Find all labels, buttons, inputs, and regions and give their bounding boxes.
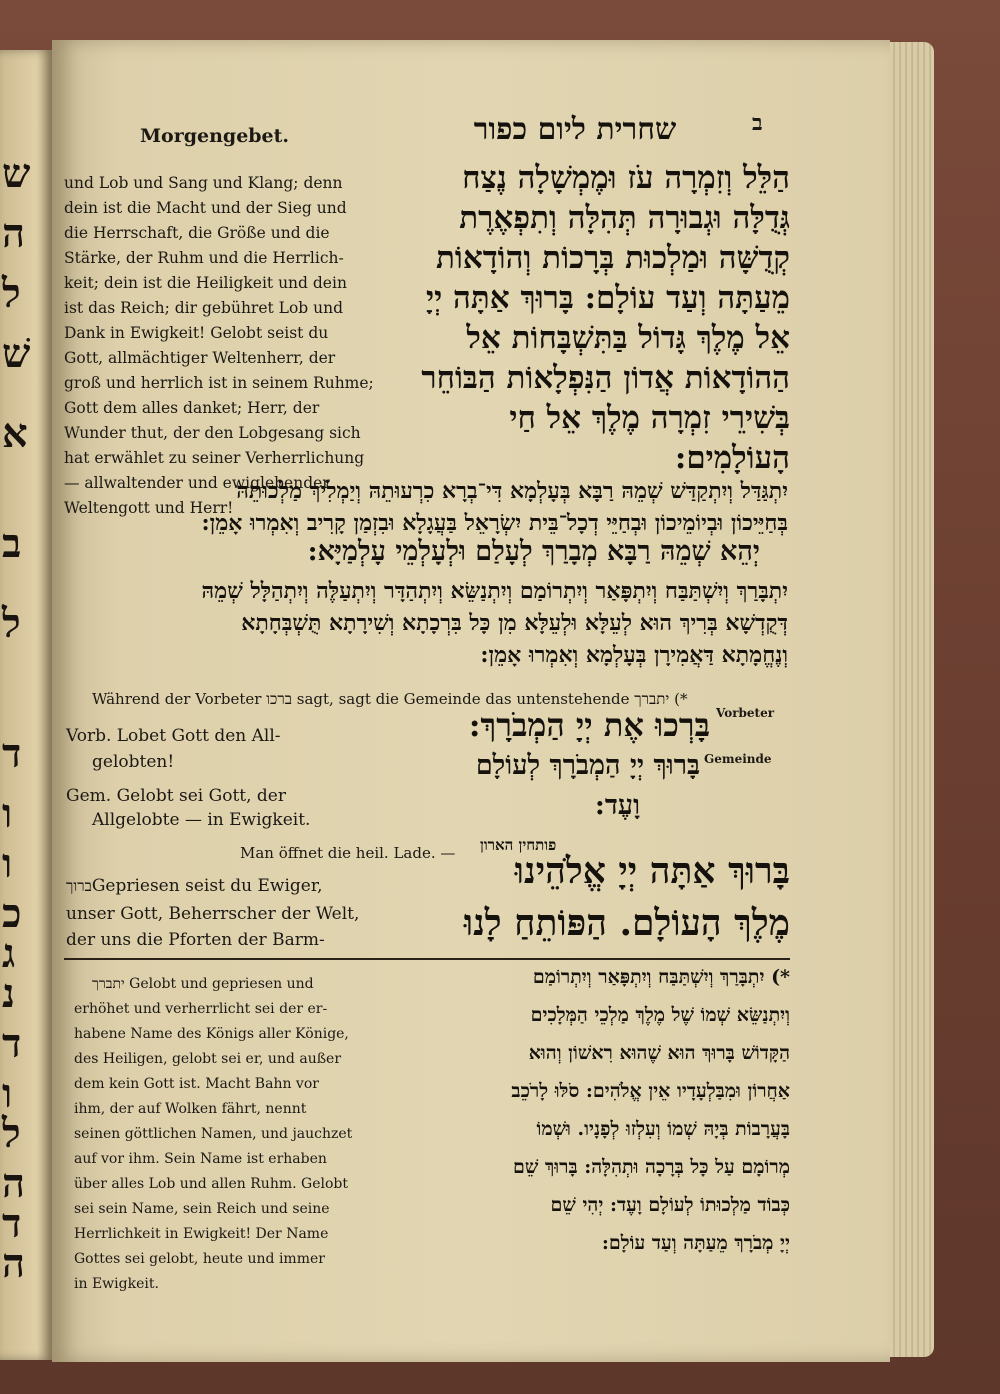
header-hebrew: שחרית ליום כפור: [473, 112, 677, 147]
blessing-german-line: der uns die Pforten der Barm-: [66, 930, 325, 950]
blessing-german-line: [66, 876, 323, 896]
blessing-german-text: Gepriesen seist du Ewiger,: [91, 876, 323, 896]
footnote-hebrew-line: מְרוֹמָם עַל כָּל בְּרָכָה וּתְהִלָּה: בָּרוּךְ שֵׁם: [513, 1156, 790, 1178]
hebrew-line: בְּשִׁירֵי זִמְרָה מֶלֶךְ אֵל חַי: [509, 400, 790, 436]
german-line: Weltengott und Herr!: [64, 499, 234, 517]
hebrew-gemeinde-cont: וָעֶד:: [594, 790, 640, 821]
german-line: dein ist die Macht und der Sieg und: [64, 199, 347, 217]
footnote-german-line: habene Name des Königs aller Könige,: [74, 1026, 349, 1042]
footnote-german-line: des Heiligen, gelobt sei er, und außer: [74, 1051, 342, 1067]
hebrew-line: הַהוֹדָאוֹת אֲדוֹן הַנִּפְלָאוֹת הַבּוֹחֵר: [421, 360, 790, 396]
footnote-german-line: über alles Lob und allen Ruhm. Gelobt: [74, 1176, 348, 1192]
edge-letter: א: [2, 410, 28, 457]
edge-letter: ל: [2, 1110, 21, 1157]
edge-letter: ה: [2, 1160, 26, 1207]
hebrew-vorbeter: בָּרְכוּ אֶת יְיָ הַמְבֹרָךְ:: [468, 706, 710, 744]
footnote-hebrew-line: כְּבוֹד מַלְכוּתוֹ לְעוֹלָם וָעֶד: יְהִי שֵׁם: [550, 1194, 790, 1216]
german-line: Gott, allmächtiger Weltenherr, der: [64, 349, 336, 367]
footnote-hebrew-line: יְיָ מְבֹרָךְ מֵעַתָּה וְעַד עוֹלָם:: [601, 1232, 790, 1254]
blessing-hebrew-line: מֶלֶךְ הָעוֹלָם. הַפּוֹתֵחַ לָנוּ: [463, 902, 790, 944]
blessing-hebrew-ref: ברוך: [66, 877, 92, 895]
edge-letter: ד: [2, 1200, 22, 1247]
kaddish-line: דְּקֻדְשָׁא בְּרִיךְ הוּא לְעֵלָּא וּלְעֵלָּא מִן כָּל בִּרְכָתָא וְשִׁירָתָא תֻּשְׁבְּחָתָא: [241, 610, 788, 636]
previous-page-edge: [0, 50, 52, 1360]
footnote-hebrew-line: וְיִתְנַשֵּׂא שְׁמוֹ שֶׁל מֶלֶךְ מַלְכֵי הַמְּלָכִים: [530, 1004, 790, 1026]
footnote-marker: (*: [674, 690, 688, 708]
german-line: hat erwählet zu seiner Verherrlichung: [64, 449, 365, 467]
edge-letter: ו: [2, 840, 13, 887]
edge-letter: ד: [2, 730, 22, 777]
edge-letter: ו: [2, 1070, 13, 1117]
hebrew-line: אֵל מֶלֶךְ גָּדוֹל בַּתִּשְׁבָּחוֹת אֵל: [466, 320, 790, 356]
footnote-german-line: [92, 976, 314, 993]
footnote-german-text: Gelobt und gepriesen und: [129, 976, 314, 992]
kaddish-line: יִתְגַּדַּל וְיִתְקַדַּשׁ שְׁמֵהּ רַבָּא בְּעָלְמָא דִּי־בְרָא כִרְעוּתֵהּ וְיַמְלִיךְ מַלְכוּתֵהּ: [236, 478, 788, 504]
edge-letter: ד: [2, 1020, 22, 1067]
german-line: Dank in Ewigkeit! Gelobt seist du: [64, 324, 329, 342]
edge-letter: ב: [2, 520, 22, 567]
german-line: ist das Reich; dir gebühret Lob und: [64, 299, 344, 317]
hebrew-line: מֵעַתָּה וְעַד עוֹלָם: בָּרוּךְ אַתָּה יְיָ: [426, 280, 790, 316]
footnote-german-line: erhöhet und verherrlicht sei der er-: [74, 1001, 328, 1017]
blessing-german-line: unser Gott, Beherrscher der Welt,: [66, 904, 360, 924]
german-line: und Lob und Sang und Klang; denn: [64, 174, 343, 192]
kaddish-line: יִתְבָּרַךְ וְיִשְׁתַּבַּח וְיִתְפָּאַר וְיִתְרוֹמַם וְיִתְנַשֵּׂא וְיִתְהַדָּר וְיִתְעַלֶּה וְיִתְהַלָּל שְׁמֵהּ: [201, 578, 788, 604]
instruction-hebrew-ref: יתברך: [634, 690, 670, 708]
edge-letter: ה: [2, 210, 26, 257]
german-line: keit; dein ist die Heiligkeit und dein: [64, 274, 347, 292]
header-german: Morgengebet.: [140, 125, 290, 147]
page-number: ב: [752, 110, 763, 136]
label-vorbeter: Vorbeter: [716, 706, 775, 720]
footnote-german-line: in Ewigkeit.: [74, 1276, 159, 1292]
kaddish-line: וְנֶחֱמָתָא דַּאֲמִירָן בְּעָלְמָא וְאִמְרוּ אָמֵן:: [480, 642, 788, 668]
german-vorbeter-cont: gelobten!: [92, 752, 175, 772]
kaddish-line: בְּחַיֵּיכוֹן וּבְיוֹמֵיכוֹן וּבְחַיֵּי דְכָל־בֵּית יִשְׂרָאֵל בַּעֲגָלָא וּבִזְמַן קָרִיב וְאִמְרוּ אָמֵן:: [201, 510, 788, 536]
german-line: Wunder thut, der den Lobgesang sich: [64, 424, 361, 442]
label-gemeinde: Gemeinde: [704, 752, 772, 766]
german-line: Gott dem alles danket; Herr, der: [64, 399, 320, 417]
footnote-german-line: seinen göttlichen Namen, und jauchzet: [74, 1126, 353, 1142]
hebrew-line: גְּדֻלָּה וּגְבוּרָה תְּהִלָּה וְתִפְאֶרֶת: [459, 200, 790, 236]
footnote-hebrew-ref: יתברך: [92, 976, 125, 992]
footnote-german-line: auf vor ihm. Sein Name ist erhaben: [74, 1151, 327, 1167]
instruction-hebrew-word: ברכו: [266, 690, 292, 708]
german-line: Stärke, der Ruhm und die Herrlich-: [64, 249, 344, 267]
edge-letter: ג: [2, 930, 16, 977]
footnote-german-line: Herrlichkeit in Ewigkeit! Der Name: [74, 1226, 329, 1242]
blessing-hebrew-line: בָּרוּךְ אַתָּה יְיָ אֱלֹהֵינוּ: [514, 850, 790, 892]
german-line: groß und herrlich ist in seinem Ruhme;: [64, 374, 374, 392]
footnote-hebrew-line: בָּעֲרָבוֹת בְּיָהּ שְׁמוֹ וְעִלְזוּ לְפָנָיו. וּשְׁמוֹ: [536, 1118, 790, 1140]
instruction-text: sagt, sagt die Gemeinde das untenstehende: [296, 690, 630, 708]
edge-letter: נ: [2, 970, 16, 1017]
edge-letter: ל: [2, 270, 21, 317]
hebrew-line: קְדֻשָּׁה וּמַלְכוּת בְּרָכוֹת וְהוֹדָאוֹת: [436, 240, 790, 276]
footnote-german-line: ihm, der auf Wolken fährt, nennt: [74, 1101, 307, 1117]
edge-letter: ל: [2, 600, 21, 647]
edge-letter: ה: [2, 1240, 26, 1287]
footnote-rule: [64, 958, 790, 960]
edge-letter: ו: [2, 790, 13, 837]
german-line: die Herrschaft, die Größe und die: [64, 224, 330, 242]
instruction-text: Während der Vorbeter: [92, 690, 262, 708]
ark-instruction-hebrew: פותחין הארון: [480, 836, 557, 854]
footnote-hebrew-line: הַקָּדוֹשׁ בָּרוּךְ הוּא שֶׁהוּא רִאשׁוֹן וְהוּא: [528, 1042, 790, 1064]
german-vorbeter: Vorb. Lobet Gott den All-: [66, 726, 281, 746]
hebrew-gemeinde: בָּרוּךְ יְיָ הַמְבֹרָךְ לְעוֹלָם: [475, 750, 700, 781]
german-line: — allwaltender und ewiglebender: [64, 474, 330, 492]
edge-letter: כ: [2, 890, 22, 937]
footnote-german-line: Gottes sei gelobt, heute und immer: [74, 1251, 325, 1267]
hebrew-line: הָעוֹלָמִים:: [674, 440, 790, 476]
footnote-german-line: sei sein Name, sein Reich und seine: [74, 1201, 330, 1217]
edge-letter: ש: [2, 150, 31, 197]
hebrew-line: הַלֵּל וְזִמְרָה עֹז וּמֶמְשָׁלָה נֶצַח: [462, 160, 790, 196]
german-gemeinde: Gem. Gelobt sei Gott, der: [66, 786, 286, 806]
german-gemeinde-cont: Allgelobte — in Ewigkeit.: [92, 810, 311, 830]
ark-instruction: Man öffnet die heil. Lade. —: [240, 844, 456, 862]
edge-letter: שׁ: [2, 330, 31, 377]
kaddish-line: יְהֵא שְׁמֵהּ רַבָּא מְבָרַךְ לְעָלַם וּלְעָלְמֵי עָלְמַיָּא:: [307, 536, 760, 567]
footnote-german-line: dem kein Gott ist. Macht Bahn vor: [74, 1076, 319, 1092]
footnote-hebrew-line: *) יִתְבָּרַךְ וְיִשְׁתַּבַּח וְיִתְפָּאַר וְיִתְרוֹמַם: [532, 966, 790, 988]
footnote-hebrew-line: אַחֲרוֹן וּמִבַּלְעָדָיו אֵין אֱלֹהִים: סֹלּוּ לָרֹכֵב: [511, 1080, 790, 1102]
